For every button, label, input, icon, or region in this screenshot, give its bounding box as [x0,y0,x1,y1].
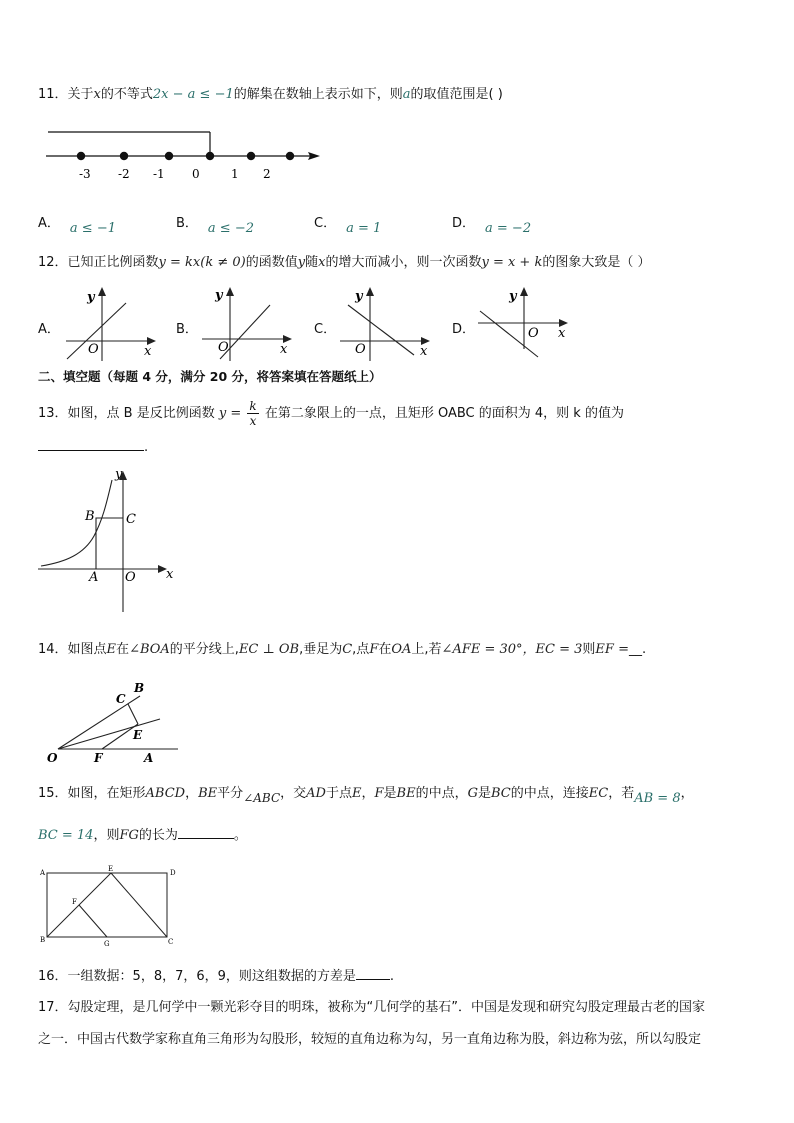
tick-dot [77,152,85,160]
q13-function: y = [218,406,242,421]
q12-function-2: y = x + k [481,255,543,270]
q17-line-2: 之一．中国古代数学家称直角三角形为勾股形，较短的直角边称为勾，另一直角边称为股，斜边称为弦，所以勾股定 [38,1032,702,1047]
tick-label: 1 [231,167,239,181]
q11-var-x: x [93,87,101,102]
q16-stem: 16．一组数据：5，8，7，6，9，则这组数据的方差是 . [38,969,395,984]
svg-text:y: y [509,289,517,304]
q13-stem: 13．如图，点 B 是反比例函数 y = $\frac{k}{x}$ 在第二象限上的一点，且矩形 OABC 的面积为 4，则 k 的值为 [38,399,624,428]
q15-figure [38,864,178,948]
q12-stem: 12．已知正比例函数y = kx(k ≠ 0)的函数值y随x的增大而减小，则一次函数y = x + k的图象大致是（ ） [38,255,651,270]
q12-graph-d [476,287,576,363]
q12-graph-c [338,287,438,363]
svg-text:x: x [166,567,174,582]
q11-option-d[interactable]: D． a = −2 [452,216,532,236]
svg-text:B: B [40,936,46,944]
tick-label: 0 [192,167,200,181]
tick-label: -2 [118,167,130,181]
q11-stem [38,86,503,104]
q14-figure [44,682,184,766]
q14-answer-blank[interactable]: __. [628,642,647,657]
tick-label: -1 [153,167,165,181]
q11-text: 11．关于 [38,87,94,102]
svg-text:C: C [116,692,126,706]
q15-stem-2: BC = 14，则FG的长为 。 [38,828,247,843]
svg-text:O: O [218,340,229,355]
q17-line-1: 17．勾股定理，是几何学中一颗光彩夺目的明珠，被称为“几何学的基石”．中国是发现和研究勾股定理最古老的国家 [38,1000,706,1015]
q12-function-1: y = kx(k ≠ 0) [158,255,246,270]
q11-inequality: 2x − a ≤ −1 [152,87,234,102]
q11-text: 的取值范围是( ) [410,87,503,102]
svg-text:B: B [134,681,145,695]
svg-text:y: y [87,290,95,305]
tick-dot [247,152,255,160]
q13-fraction: $\frac{k}{x}$ [249,399,257,428]
svg-text:G: G [104,940,110,948]
svg-text:A: A [40,869,46,877]
svg-text:F: F [72,898,77,906]
segment-ec [111,873,167,937]
svg-text:O: O [47,751,58,765]
q12-option-c[interactable]: C． [314,322,337,337]
svg-text:B: B [85,509,95,524]
segment-ec [128,704,138,724]
svg-text:O: O [125,570,136,585]
svg-text:x: x [420,344,428,359]
q12-option-d[interactable]: D． [452,322,476,337]
q11-option-b[interactable]: B． a ≤ −2 [176,216,254,236]
svg-text:x: x [280,342,288,357]
svg-text:O: O [88,342,99,357]
svg-text:A: A [144,751,154,765]
q12-graph-a [62,287,162,363]
q11-option-a[interactable]: A． a ≤ −1 [38,216,116,236]
section-heading: 二、填空题（每题 4 分，满分 20 分，将答案填在答题纸上） [38,369,382,384]
tick-label: 2 [263,167,271,181]
tick-dot [165,152,173,160]
tick-label: -3 [79,167,91,181]
q11-option-c[interactable]: C． a = 1 [314,216,382,236]
rectangle-abcd [47,873,167,937]
ray-ob [58,696,140,749]
svg-text:C: C [126,512,136,527]
svg-text:x: x [144,344,152,359]
q13-answer-blank[interactable]: . [38,438,148,457]
svg-text:O: O [528,326,539,341]
svg-text:E: E [108,865,114,873]
rectangle-oabc [96,518,123,569]
q13-figure [36,466,186,616]
svg-text:D: D [170,869,176,877]
q11-var-a: a [402,87,411,102]
q12-graph-b [200,287,300,363]
svg-text:x: x [558,326,566,341]
tick-dot-zero [206,152,214,160]
tick-dot [120,152,128,160]
q12-option-a[interactable]: A． [38,322,60,337]
svg-text:y: y [115,467,123,482]
q11-text: 的不等式 [100,87,153,102]
q15-answer-blank[interactable] [178,826,234,839]
svg-text:A: A [89,570,99,585]
q11-number-line [40,125,330,185]
svg-text:C: C [168,938,174,946]
q16-answer-blank[interactable] [356,967,390,980]
q14-stem: 14．如图点E在∠BOA的平分线上,EC ⊥ OB,垂足为C,点F在OA上,若∠AFE = 30°，EC = 3则EF =__. [38,642,647,657]
svg-text:y: y [355,289,363,304]
q12-option-b[interactable]: B． [176,322,198,337]
segment-fg [79,905,107,937]
q15-stem: 15．如图，在矩形ABCD，BE平分∠ABC，交AD于点E，F是BE的中点，G是BC的中点，连接EC，若AB = 8， [38,786,694,806]
q11-text: 的解集在数轴上表示如下，则 [233,87,403,102]
svg-text:F: F [94,751,103,765]
svg-text:y: y [215,288,223,303]
tick-dot [286,152,294,160]
svg-text:E: E [133,728,143,742]
svg-text:O: O [355,342,366,357]
hyperbola-curve [41,480,112,566]
